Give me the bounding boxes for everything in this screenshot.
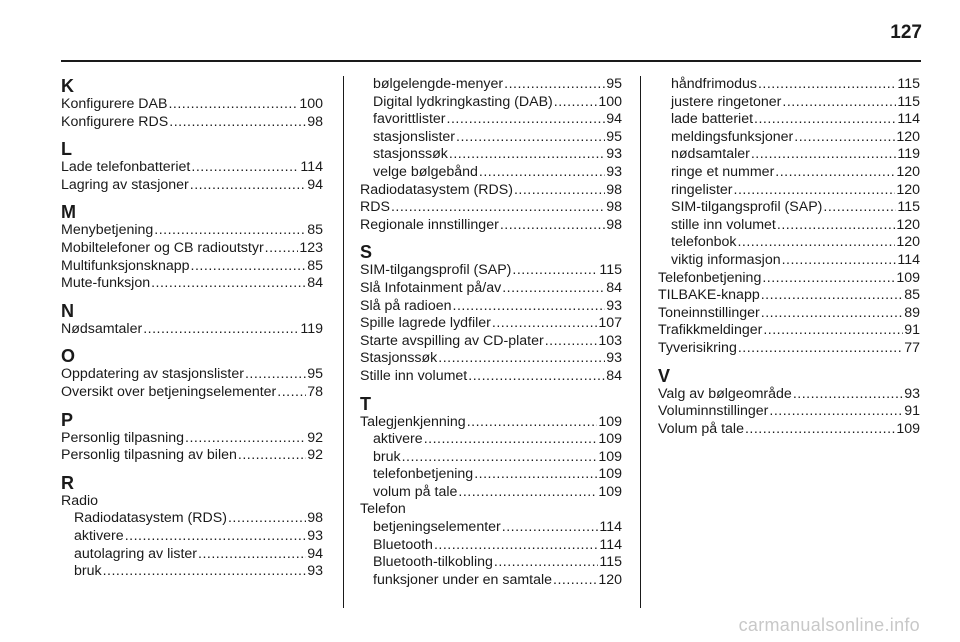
leader-dots bbox=[794, 129, 895, 147]
index-letter: O bbox=[61, 346, 76, 367]
entry-page-number: 91 bbox=[904, 403, 920, 420]
leader-dots bbox=[468, 368, 605, 386]
entry-term: Mobiltelefoner og CB radioutstyr bbox=[61, 239, 264, 256]
entry-page-number: 109 bbox=[598, 413, 622, 430]
entry-term: bølgelengde-menyer bbox=[373, 76, 504, 92]
entry-term: RDS bbox=[360, 199, 390, 216]
entry-page-number: 114 bbox=[599, 519, 622, 536]
index-letter: T bbox=[360, 393, 371, 414]
index-entry bbox=[658, 322, 920, 340]
leader-dots bbox=[754, 111, 896, 129]
index-entry bbox=[360, 333, 622, 351]
entry-term: aktivere bbox=[74, 527, 124, 544]
entry-page-number: 103 bbox=[598, 332, 622, 349]
index-subentry bbox=[360, 129, 622, 147]
leader-dots bbox=[456, 129, 605, 147]
index-subentry bbox=[360, 146, 622, 164]
entry-term: Bluetooth bbox=[373, 536, 433, 553]
leader-dots bbox=[228, 510, 306, 528]
entry-page-number: 89 bbox=[904, 304, 920, 321]
entry-page-number: 93 bbox=[606, 297, 622, 314]
index-subentry bbox=[360, 572, 622, 590]
index-entry bbox=[360, 298, 622, 316]
entry-term: aktivere bbox=[373, 431, 423, 448]
index-entry bbox=[61, 177, 323, 195]
entry-term: Regionale innstillinger bbox=[360, 216, 499, 233]
leader-dots bbox=[763, 322, 903, 340]
entry-term: favorittlister bbox=[373, 111, 446, 128]
entry-page-number: 100 bbox=[598, 93, 622, 110]
index-subentry bbox=[658, 199, 920, 217]
index-entry bbox=[360, 262, 622, 280]
entry-page-number: 95 bbox=[606, 76, 622, 92]
leader-dots bbox=[245, 366, 306, 384]
entry-term: Radiodatasystem (RDS) bbox=[74, 510, 227, 527]
entry-term: viktig informasjon bbox=[671, 251, 781, 268]
leader-dots bbox=[125, 528, 307, 546]
entry-page-number: 77 bbox=[904, 339, 920, 356]
entry-term: funksjoner under en samtale bbox=[373, 571, 553, 588]
index-entry bbox=[61, 222, 323, 240]
entry-term: Telefonbetjening bbox=[658, 269, 762, 286]
page-number: 127 bbox=[890, 22, 922, 43]
leader-dots bbox=[238, 447, 306, 465]
leader-dots bbox=[191, 258, 307, 276]
index-entry bbox=[61, 258, 323, 276]
entry-page-number: 119 bbox=[897, 146, 920, 163]
leader-dots bbox=[467, 414, 598, 432]
entry-page-number: 120 bbox=[896, 216, 920, 233]
entry-page-number: 98 bbox=[606, 199, 622, 216]
index-subentry bbox=[360, 484, 622, 502]
entry-page-number: 98 bbox=[606, 216, 622, 233]
entry-page-number: 94 bbox=[606, 111, 622, 128]
entry-term: Slå Infotainment på/av bbox=[360, 279, 502, 296]
leader-dots bbox=[793, 386, 903, 404]
leader-dots bbox=[438, 350, 605, 368]
index-heading: Telefon bbox=[360, 501, 406, 518]
index-entry bbox=[360, 315, 622, 333]
entry-page-number: 109 bbox=[896, 420, 920, 437]
leader-dots bbox=[782, 252, 897, 270]
column-separator-1 bbox=[343, 76, 344, 608]
index-column-1 bbox=[61, 76, 323, 581]
entry-term: meldingsfunksjoner bbox=[671, 128, 794, 145]
leader-dots bbox=[449, 146, 605, 164]
leader-dots bbox=[402, 449, 598, 467]
entry-term: bruk bbox=[373, 448, 401, 465]
leader-dots bbox=[169, 114, 306, 132]
entry-page-number: 114 bbox=[599, 536, 622, 553]
entry-page-number: 114 bbox=[897, 251, 920, 268]
entry-page-number: 84 bbox=[606, 367, 622, 384]
index-entry bbox=[658, 403, 920, 421]
leader-dots bbox=[265, 240, 299, 258]
entry-page-number: 94 bbox=[307, 545, 323, 562]
index-letter: S bbox=[360, 242, 373, 263]
index-entry bbox=[658, 421, 920, 439]
leader-dots bbox=[479, 164, 605, 182]
leader-dots bbox=[434, 537, 598, 555]
leader-dots bbox=[143, 321, 299, 339]
entry-page-number: 115 bbox=[897, 76, 920, 92]
entry-term: stille inn volumet bbox=[671, 216, 776, 233]
entry-term: justere ringetoner bbox=[671, 93, 782, 110]
entry-term: ringelister bbox=[671, 181, 733, 198]
index-letter: R bbox=[61, 472, 74, 493]
entry-page-number: 85 bbox=[904, 287, 920, 304]
leader-dots bbox=[391, 199, 605, 217]
index-subentry bbox=[360, 449, 622, 467]
entry-term: Konfigurere RDS bbox=[61, 113, 169, 130]
index-entry bbox=[61, 96, 323, 114]
entry-page-number: 98 bbox=[307, 510, 323, 527]
leader-dots bbox=[545, 333, 598, 351]
entry-page-number: 94 bbox=[307, 176, 323, 193]
index-subentry bbox=[658, 164, 920, 182]
entry-page-number: 93 bbox=[606, 146, 622, 163]
entry-page-number: 115 bbox=[599, 262, 622, 279]
entry-page-number: 115 bbox=[599, 554, 622, 571]
index-entry bbox=[61, 114, 323, 132]
entry-page-number: 120 bbox=[896, 128, 920, 145]
entry-term: stasjonslister bbox=[373, 128, 456, 145]
entry-term: telefonbok bbox=[671, 234, 737, 251]
entry-term: Slå på radioen bbox=[360, 297, 452, 314]
entry-page-number: 114 bbox=[897, 111, 920, 128]
entry-term: autolagring av lister bbox=[74, 545, 198, 562]
index-subentry bbox=[658, 76, 920, 94]
entry-term: Lagring av stasjoner bbox=[61, 176, 189, 193]
index-subentry bbox=[658, 234, 920, 252]
leader-dots bbox=[502, 519, 599, 537]
entry-page-number: 119 bbox=[300, 320, 323, 337]
entry-page-number: 95 bbox=[307, 366, 323, 383]
index-entry bbox=[360, 368, 622, 386]
entry-term: Oppdatering av stasjonslister bbox=[61, 366, 244, 383]
entry-term: Spille lagrede lydfiler bbox=[360, 315, 491, 332]
entry-term: Toneinnstillinger bbox=[658, 304, 760, 321]
watermark: carmanualsonline.info bbox=[738, 615, 920, 635]
entry-page-number: 120 bbox=[896, 163, 920, 180]
entry-term: Oversikt over betjeningselementer bbox=[61, 383, 277, 400]
index-subentry bbox=[61, 546, 323, 564]
index-entry bbox=[61, 366, 323, 384]
entry-page-number: 115 bbox=[897, 93, 920, 110]
leader-dots bbox=[447, 111, 606, 129]
entry-term: Voluminnstillinger bbox=[658, 403, 769, 420]
leader-dots bbox=[734, 182, 896, 200]
entry-page-number: 92 bbox=[307, 429, 323, 446]
entry-page-number: 78 bbox=[307, 383, 323, 400]
leader-dots bbox=[151, 275, 306, 293]
leader-dots bbox=[512, 262, 598, 280]
entry-term: håndfrimodus bbox=[671, 76, 757, 92]
index-subentry bbox=[360, 94, 622, 112]
entry-page-number: 115 bbox=[897, 199, 920, 216]
index-entry bbox=[61, 447, 323, 465]
entry-term: velge bølgebånd bbox=[373, 163, 478, 180]
entry-term: SIM-tilgangsprofil (SAP) bbox=[671, 199, 823, 216]
entry-term: Stille inn volumet bbox=[360, 367, 468, 384]
index-entry bbox=[360, 280, 622, 298]
entry-term: Multifunksjonsknapp bbox=[61, 257, 190, 274]
index-letter: L bbox=[61, 139, 72, 160]
leader-dots bbox=[185, 430, 306, 448]
index-subentry bbox=[658, 94, 920, 112]
entry-term: Stasjonssøk bbox=[360, 350, 438, 367]
entry-term: Digital lydkringkasting (DAB) bbox=[373, 93, 553, 110]
index-subentry bbox=[360, 537, 622, 555]
entry-term: Starte avspilling av CD-plater bbox=[360, 332, 544, 349]
entry-term: Bluetooth-tilkobling bbox=[373, 554, 493, 571]
entry-page-number: 95 bbox=[606, 128, 622, 145]
entry-term: TILBAKE-knapp bbox=[658, 287, 760, 304]
index-subentry bbox=[61, 563, 323, 581]
leader-dots bbox=[777, 217, 895, 235]
index-subentry bbox=[658, 146, 920, 164]
entry-page-number: 93 bbox=[307, 527, 323, 544]
entry-page-number: 109 bbox=[598, 466, 622, 483]
entry-term: Valg av bølgeområde bbox=[658, 385, 792, 402]
entry-term: Tyverisikring bbox=[658, 339, 737, 356]
index-entry bbox=[61, 430, 323, 448]
entry-term: SIM-tilgangsprofil (SAP) bbox=[360, 262, 512, 279]
index-entry bbox=[658, 340, 920, 358]
entry-page-number: 91 bbox=[904, 322, 920, 339]
index-subentry bbox=[360, 466, 622, 484]
index-entry bbox=[360, 350, 622, 368]
index-entry bbox=[360, 199, 622, 217]
entry-term: Radiodatasystem (RDS) bbox=[360, 181, 513, 198]
header-rule bbox=[61, 60, 921, 62]
leader-dots bbox=[494, 554, 598, 572]
entry-term: betjeningselementer bbox=[373, 519, 501, 536]
entry-page-number: 109 bbox=[598, 483, 622, 500]
entry-term: Mute-funksjon bbox=[61, 275, 151, 292]
entry-page-number: 98 bbox=[606, 181, 622, 198]
entry-page-number: 109 bbox=[598, 431, 622, 448]
leader-dots bbox=[738, 340, 903, 358]
entry-page-number: 93 bbox=[606, 350, 622, 367]
leader-dots bbox=[168, 96, 298, 114]
index-letter: V bbox=[658, 365, 671, 386]
entry-page-number: 123 bbox=[299, 239, 323, 256]
leader-dots bbox=[775, 164, 895, 182]
entry-page-number: 114 bbox=[300, 159, 323, 176]
leader-dots bbox=[103, 563, 307, 581]
entry-term: Volum på tale bbox=[658, 420, 744, 437]
leader-dots bbox=[504, 76, 605, 94]
entry-page-number: 120 bbox=[896, 181, 920, 198]
leader-dots bbox=[474, 466, 597, 484]
entry-page-number: 120 bbox=[598, 571, 622, 588]
leader-dots bbox=[453, 298, 606, 316]
entry-term: nødsamtaler bbox=[671, 146, 750, 163]
index-subentry bbox=[360, 111, 622, 129]
index-entry bbox=[658, 305, 920, 323]
index-column-3 bbox=[658, 76, 920, 438]
index-entry bbox=[61, 275, 323, 293]
entry-page-number: 109 bbox=[598, 448, 622, 465]
leader-dots bbox=[154, 222, 306, 240]
index-entry bbox=[61, 384, 323, 402]
index-letter: K bbox=[61, 76, 74, 96]
leader-dots bbox=[198, 546, 306, 564]
entry-term: bruk bbox=[74, 563, 102, 580]
leader-dots bbox=[745, 421, 895, 439]
entry-term: lade batteriet bbox=[671, 111, 754, 128]
index-heading: Radio bbox=[61, 492, 99, 509]
entry-term: Personlig tilpasning bbox=[61, 429, 185, 446]
index-subentry bbox=[61, 510, 323, 528]
entry-term: Trafikkmeldinger bbox=[658, 322, 763, 339]
leader-dots bbox=[502, 280, 605, 298]
leader-dots bbox=[782, 94, 896, 112]
leader-dots bbox=[737, 234, 895, 252]
entry-term: ringe et nummer bbox=[671, 163, 775, 180]
entry-term: Lade telefonbatteriet bbox=[61, 159, 191, 176]
index-subentry bbox=[658, 252, 920, 270]
entry-term: telefonbetjening bbox=[373, 466, 474, 483]
index-subentry bbox=[360, 76, 622, 94]
entry-term: volum på tale bbox=[373, 483, 458, 500]
entry-page-number: 85 bbox=[307, 257, 323, 274]
index-subentry bbox=[360, 431, 622, 449]
index-subentry bbox=[658, 111, 920, 129]
entry-page-number: 92 bbox=[307, 447, 323, 464]
index-subentry bbox=[360, 519, 622, 537]
entry-page-number: 120 bbox=[896, 234, 920, 251]
leader-dots bbox=[758, 76, 896, 94]
entry-page-number: 84 bbox=[606, 279, 622, 296]
entry-term: Personlig tilpasning av bilen bbox=[61, 447, 237, 464]
column-separator-2 bbox=[640, 76, 641, 608]
index-column-2 bbox=[360, 76, 622, 589]
entry-term: Konfigurere DAB bbox=[61, 96, 168, 112]
index-entry bbox=[61, 159, 323, 177]
leader-dots bbox=[761, 287, 903, 305]
entry-term: stasjonssøk bbox=[373, 146, 448, 163]
index-entry bbox=[658, 270, 920, 288]
index-subentry bbox=[658, 129, 920, 147]
leader-dots bbox=[277, 384, 306, 402]
index-entry bbox=[61, 240, 323, 258]
index-letter: M bbox=[61, 202, 76, 223]
entry-page-number: 109 bbox=[896, 269, 920, 286]
leader-dots bbox=[761, 305, 903, 323]
entry-page-number: 84 bbox=[307, 275, 323, 292]
index-subentry bbox=[61, 528, 323, 546]
entry-page-number: 100 bbox=[299, 96, 323, 112]
entry-page-number: 93 bbox=[904, 385, 920, 402]
entry-term: Talegjenkjenning bbox=[360, 413, 466, 430]
leader-dots bbox=[751, 146, 897, 164]
index-subentry bbox=[658, 217, 920, 235]
leader-dots bbox=[492, 315, 597, 333]
index-subentry bbox=[360, 554, 622, 572]
index-subentry bbox=[658, 182, 920, 200]
leader-dots bbox=[554, 94, 598, 112]
index-entry bbox=[61, 321, 323, 339]
leader-dots bbox=[769, 403, 903, 421]
entry-page-number: 93 bbox=[307, 563, 323, 580]
entry-page-number: 107 bbox=[598, 315, 622, 332]
index-subentry bbox=[360, 164, 622, 182]
entry-page-number: 98 bbox=[307, 113, 323, 130]
leader-dots bbox=[190, 177, 306, 195]
index-letter: P bbox=[61, 409, 74, 430]
leader-dots bbox=[191, 159, 299, 177]
entry-page-number: 93 bbox=[606, 163, 622, 180]
leader-dots bbox=[424, 431, 598, 449]
leader-dots bbox=[514, 182, 605, 200]
index-entry bbox=[658, 287, 920, 305]
leader-dots bbox=[500, 217, 605, 235]
index-letter: N bbox=[61, 300, 74, 321]
index-entry bbox=[360, 414, 622, 432]
leader-dots bbox=[762, 270, 895, 288]
index-entry bbox=[360, 182, 622, 200]
index-entry bbox=[658, 386, 920, 404]
entry-term: Menybetjening bbox=[61, 222, 154, 239]
entry-term: Nødsamtaler bbox=[61, 320, 143, 337]
leader-dots bbox=[553, 572, 597, 590]
index-entry bbox=[360, 217, 622, 235]
entry-page-number: 85 bbox=[307, 222, 323, 239]
leader-dots bbox=[458, 484, 597, 502]
leader-dots bbox=[823, 199, 896, 217]
